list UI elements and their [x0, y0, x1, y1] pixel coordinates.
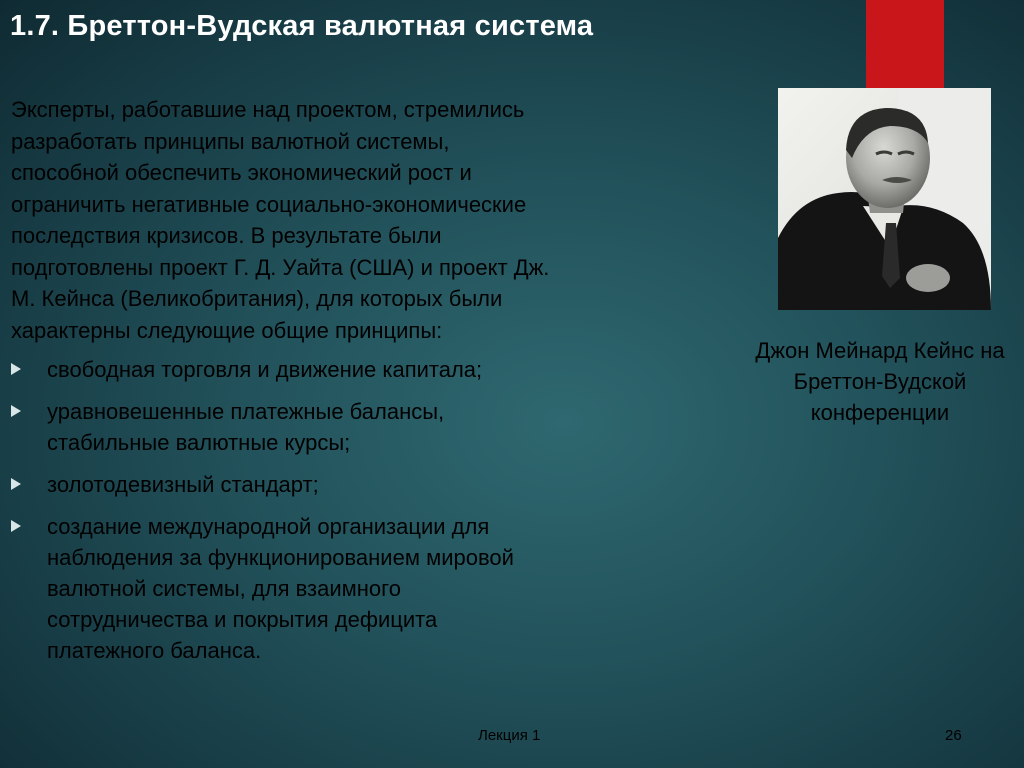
triangle-bullet-icon [11, 405, 21, 417]
slide-number: 26 [945, 727, 962, 744]
slide-title: 1.7. Бреттон-Вудская валютная система [10, 10, 594, 42]
caption-line: конференции [810, 400, 950, 425]
bullet-line: свободная торговля и движение капитала; [47, 357, 483, 382]
bullet-line: валютной системы, для взаимного [47, 576, 401, 601]
intro-line: Эксперты, работавшие над проектом, стремились [11, 97, 525, 122]
list-item [11, 511, 711, 666]
list-item [11, 354, 711, 385]
bullet-line: платежного баланса. [47, 638, 262, 663]
intro-line: подготовлены проект Г. Д. Уайта (США) и проект Дж. [11, 254, 550, 280]
bullet-line: сотрудничества и покрытия дефицита [47, 607, 438, 632]
intro-line: способной обеспечить экономический рост и [11, 160, 472, 185]
intro-line: М. Кейнса (Великобритания), для которых были [11, 286, 503, 311]
bullet-line: создание международной организации для [47, 514, 490, 539]
triangle-bullet-icon [11, 478, 21, 490]
intro-line: характерны следующие общие принципы: [11, 317, 443, 343]
principles-list [11, 354, 711, 677]
caption-line: Джон Мейнард Кейнс на [755, 338, 1005, 363]
intro-paragraph [11, 94, 711, 346]
intro-line: ограничить негативные социально-экономические [11, 191, 527, 217]
bullet-line: золотодевизный стандарт; [47, 472, 319, 497]
list-item [11, 469, 711, 500]
portrait-photo-icon [778, 88, 991, 310]
intro-line: разработать принципы валютной системы, [11, 128, 450, 154]
bullet-line: наблюдения за функционированием мировой [47, 545, 514, 570]
caption-line: Бреттон-Вудской [793, 369, 967, 394]
accent-red-bar [866, 0, 944, 88]
keynes-portrait-photo [778, 88, 991, 310]
list-item [11, 396, 711, 458]
photo-caption [730, 335, 1024, 428]
bullet-line: стабильные валютные курсы; [47, 430, 351, 455]
triangle-bullet-icon [11, 520, 21, 532]
intro-line: последствия кризисов. В результате были [11, 223, 442, 248]
bullet-line: уравновешенные платежные балансы, [47, 399, 445, 424]
triangle-bullet-icon [11, 363, 21, 375]
footer-lecture-label: Лекция 1 [478, 727, 541, 744]
